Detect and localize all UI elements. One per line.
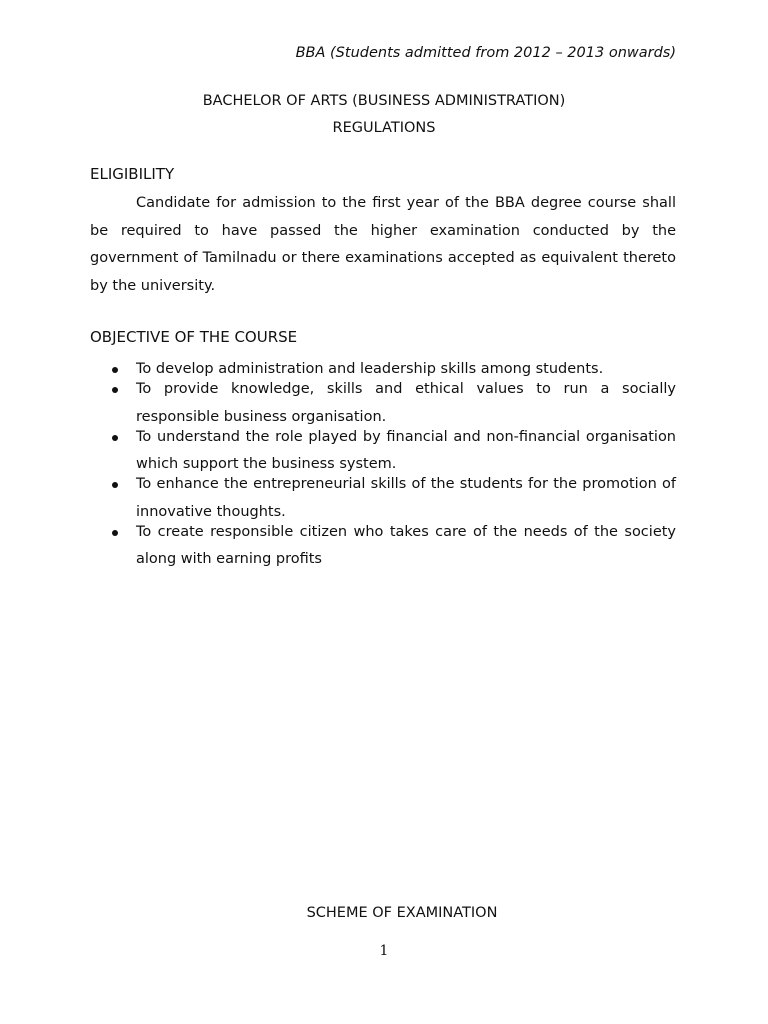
scheme-heading: SCHEME OF EXAMINATION — [306, 905, 498, 921]
objective-item-text: To provide knowledge, skills and ethical values to run a socially responsible business organisation. — [136, 381, 676, 425]
bullet-icon — [112, 387, 118, 393]
page-number: 1 — [379, 943, 389, 959]
objective-item-text: To develop administration and leadership skills among students. — [136, 361, 604, 377]
objective-item — [90, 519, 676, 574]
objective-heading: OBJECTIVE OF THE COURSE — [90, 328, 298, 346]
header-note: BBA (Students admitted from 2012 – 2013 onwards) — [295, 45, 676, 61]
objective-item-text: To create responsible citizen who takes care of the needs of the society along with earning profits — [136, 523, 676, 567]
eligibility-heading: ELIGIBILITY — [90, 165, 175, 183]
objective-item-text: To understand the role played by financial and non-financial organisation which support the business system. — [136, 428, 676, 472]
bullet-icon — [112, 482, 118, 488]
document-title: BACHELOR OF ARTS (BUSINESS ADMINISTRATION) — [202, 93, 566, 109]
eligibility-paragraph: Candidate for admission to the first year of the BBA degree course shall be required to have passed the higher examination conducted by the government of Tamilnadu or there examinations accepted as equivalent thereto by the university. — [90, 195, 676, 294]
objective-list — [90, 356, 676, 566]
bullet-icon — [112, 367, 118, 373]
objective-item-text: To enhance the entrepreneurial skills of the students for the promotion of innovative thoughts. — [136, 476, 676, 520]
bullet-icon — [112, 530, 118, 536]
document-subtitle: REGULATIONS — [332, 120, 436, 136]
bullet-icon — [112, 435, 118, 441]
